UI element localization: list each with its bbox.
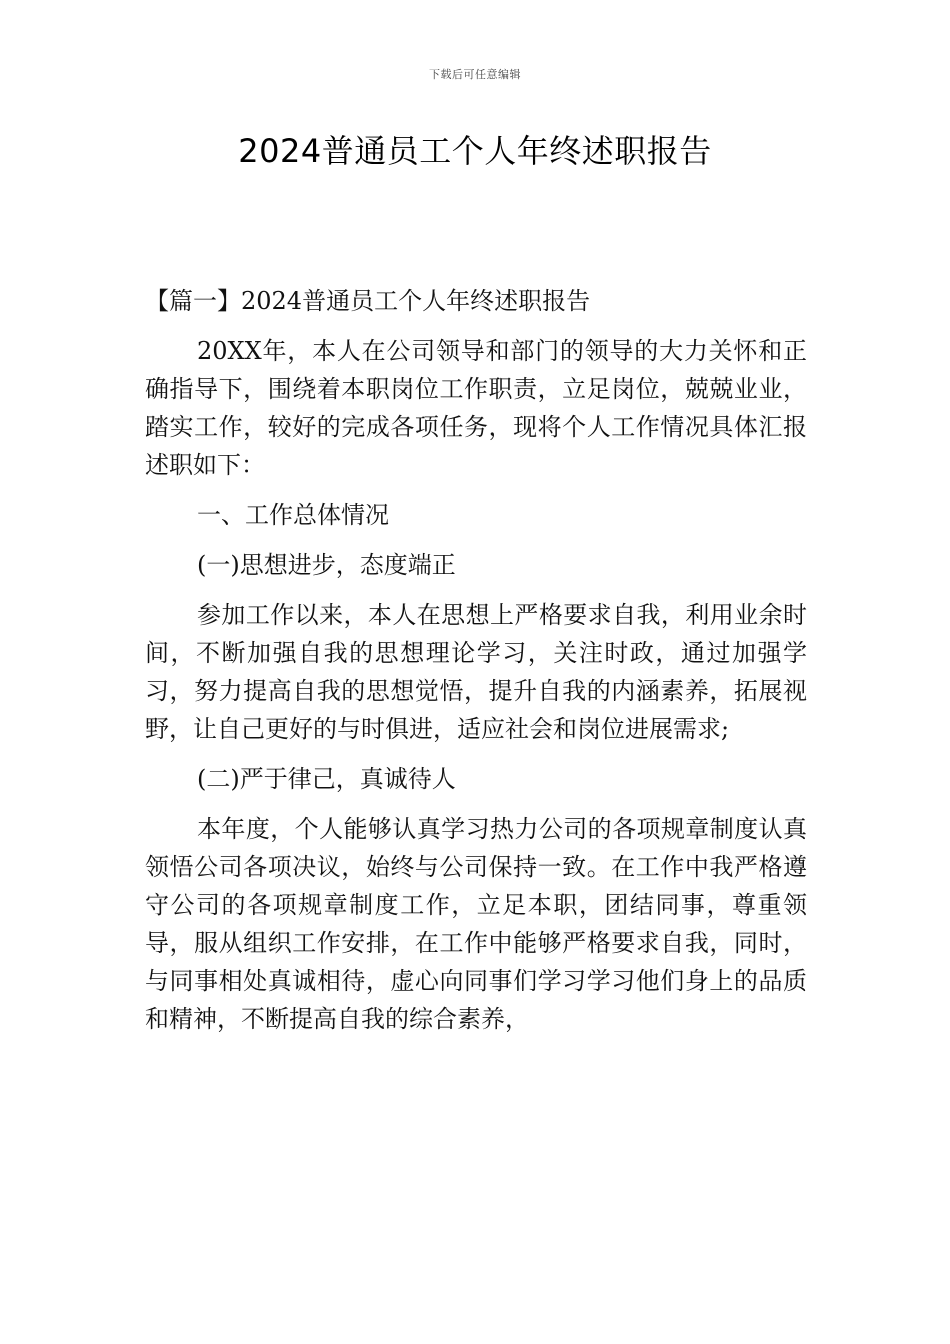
page-header-note: 下载后可任意编辑 [429,68,521,81]
subsection-heading-thought: (一)思想进步，态度端正 [197,551,456,579]
paragraph-discipline: 本年度，个人能够认真学习热力公司的各项规章制度认真领悟公司各项决议，始终与公司保持一致。在工作中我严格遵守公司的各项规章制度工作，立足本职，团结同事，尊重领导，服从组织工作安排，在工作中能够严格要求自我，同时，与同事相处真诚相待，虚心向同事们学习学习他们身上的品质和精神，不断提高自我的综合素养， [145,815,807,1033]
document-title: 2024普通员工个人年终述职报告 [238,132,712,170]
section-heading-overall: 一、工作总体情况 [197,501,389,529]
chapter-heading: 【篇一】2024普通员工个人年终述职报告 [145,287,591,315]
paragraph-thought: 参加工作以来，本人在思想上严格要求自我，利用业余时间，不断加强自我的思想理论学习，关注时政，通过加强学习，努力提高自我的思想觉悟，提升自我的内涵素养，拓展视野，让自己更好的与时俱进，适应社会和岗位进展需求; [145,601,807,743]
paragraph-intro: 20XX年，本人在公司领导和部门的领导的大力关怀和正确指导下，围绕着本职岗位工作职责，立足岗位，兢兢业业，踏实工作，较好的完成各项任务，现将个人工作情况具体汇报述职如下： [145,337,807,479]
subsection-heading-discipline: (二)严于律己，真诚待人 [197,765,456,793]
document-body [145,282,807,1050]
